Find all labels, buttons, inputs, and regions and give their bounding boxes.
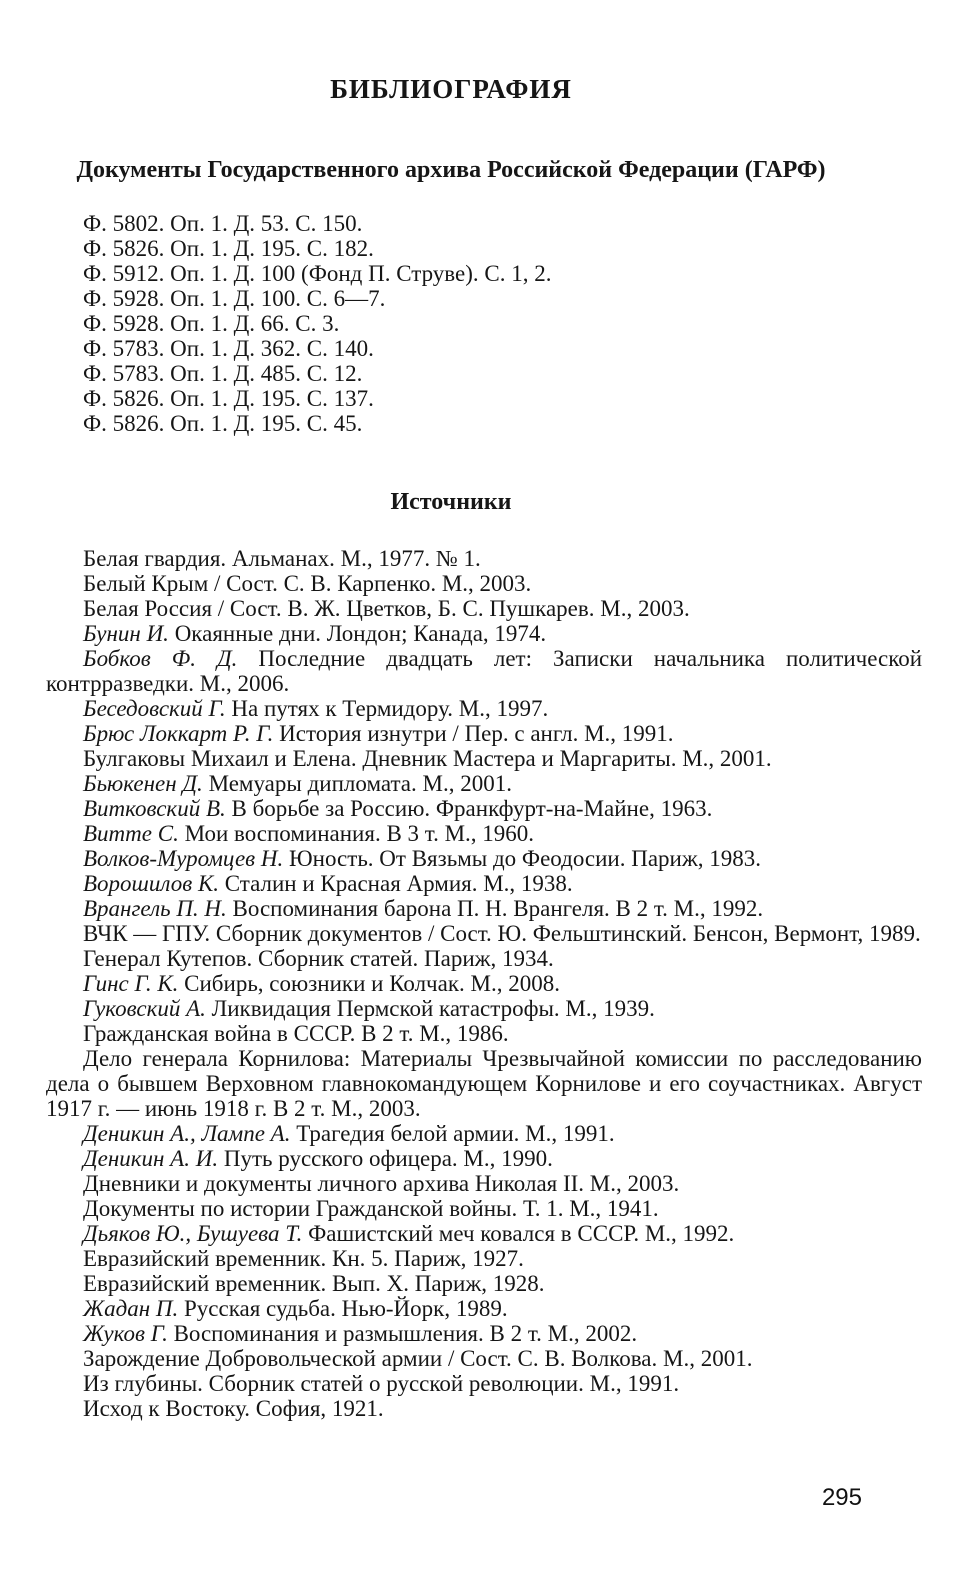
author-name: Жуков Г. — [83, 1321, 168, 1346]
sources-section-heading: Источники — [390, 489, 512, 515]
archive-entry: Ф. 5783. Оп. 1. Д. 485. С. 12. — [83, 361, 363, 386]
author-name: Беседовский Г. — [83, 696, 226, 721]
source-entry: Из глубины. Сборник статей о русской революции. М., 1991. — [83, 1371, 680, 1396]
author-name: Витте С. — [83, 821, 179, 846]
source-entry: Ворошилов К. Сталин и Красная Армия. М., 1938. — [83, 871, 573, 896]
author-name: Деникин А. И. — [83, 1146, 219, 1171]
archive-entry: Ф. 5928. Оп. 1. Д. 66. С. 3. — [83, 311, 340, 336]
source-entry: Исход к Востоку. София, 1921. — [83, 1396, 384, 1421]
source-entry: Жадан П. Русская судьба. Нью-Йорк, 1989. — [83, 1296, 508, 1321]
archive-entry: Ф. 5928. Оп. 1. Д. 100. С. 6—7. — [83, 286, 386, 311]
source-entry: Бунин И. Окаянные дни. Лондон; Канада, 1974. — [83, 621, 547, 646]
source-entry: Булгаковы Михаил и Елена. Дневник Мастера и Маргариты. М., 2001. — [83, 746, 772, 771]
archive-entry: Ф. 5912. Оп. 1. Д. 100 (Фонд П. Струве). С. 1, 2. — [83, 261, 552, 286]
source-entry: Белая гвардия. Альманах. М., 1977. № 1. — [83, 546, 481, 571]
archive-entries-list — [0, 211, 974, 436]
source-entry: Белая Россия / Сост. В. Ж. Цветков, Б. С. Пушкарев. М., 2003. — [83, 596, 690, 621]
author-name: Бобков Ф. Д. — [83, 646, 238, 671]
source-entry: Деникин А., Лампе А. Трагедия белой армии. М., 1991. — [83, 1121, 615, 1146]
page-title: БИБЛИОГРАФИЯ — [330, 74, 572, 104]
source-entry: Деникин А. И. Путь русского офицера. М., 1990. — [83, 1146, 553, 1171]
source-entry: Дьяков Ю., Бушуева Т. Фашистский меч ковался в СССР. М., 1992. — [83, 1221, 735, 1246]
archive-entry: Ф. 5826. Оп. 1. Д. 195. С. 137. — [83, 386, 374, 411]
source-entry: Гинс Г. К. Сибирь, союзники и Колчак. М., 2008. — [83, 971, 560, 996]
source-entry: Беседовский Г. На путях к Термидору. М., 1997. — [83, 696, 549, 721]
source-entry: Бобков Ф. Д. Последние двадцать лет: Записки начальника политической контрразведки. М., 2006. — [46, 646, 923, 696]
author-name: Гинс Г. К. — [83, 971, 179, 996]
author-name: Брюс Локкарт Р. Г. — [83, 721, 274, 746]
source-entry: Зарождение Добровольческой армии / Сост. С. В. Волкова. М., 2001. — [83, 1346, 753, 1371]
author-name: Жадан П. — [83, 1296, 179, 1321]
source-entry: Витковский В. В борьбе за Россию. Франкфурт-на-Майне, 1963. — [83, 796, 713, 821]
source-entry: Брюс Локкарт Р. Г. История изнутри / Пер. с англ. М., 1991. — [83, 721, 674, 746]
source-entry: Дневники и документы личного архива Николая II. М., 2003. — [83, 1171, 680, 1196]
source-entry: Дело генерала Корнилова: Материалы Чрезвычайной комиссии по расследованию дела о бывшем Верховном главнокомандующем Корнилове и его соучастниках. Август 1917 г. — июнь 1918 г. В 2 т. М., 2003. — [46, 1046, 922, 1121]
archive-section-heading: Документы Государственного архива Российской Федерации (ГАРФ) — [76, 157, 826, 183]
archive-entry: Ф. 5826. Оп. 1. Д. 195. С. 45. — [83, 411, 363, 436]
author-name: Деникин А., Лампе А. — [83, 1121, 291, 1146]
author-name: Витковский В. — [83, 796, 226, 821]
source-entry: Белый Крым / Сост. С. В. Карпенко. М., 2003. — [83, 571, 532, 596]
archive-entry: Ф. 5783. Оп. 1. Д. 362. С. 140. — [83, 336, 374, 361]
source-entry: Документы по истории Гражданской войны. Т. 1. М., 1941. — [83, 1196, 659, 1221]
source-entry: Евразийский временник. Вып. X. Париж, 1928. — [83, 1271, 545, 1296]
source-entry: Врангель П. Н. Воспоминания барона П. Н. Врангеля. В 2 т. М., 1992. — [83, 896, 764, 921]
source-entries-list — [0, 546, 974, 1421]
source-entry: Генерал Кутепов. Сборник статей. Париж, 1934. — [83, 946, 554, 971]
source-entry: ВЧК — ГПУ. Сборник документов / Сост. Ю. Фельштинский. Бенсон, Вермонт, 1989. — [83, 921, 921, 946]
source-entry: Гуковский А. Ликвидация Пермской катастрофы. М., 1939. — [83, 996, 655, 1021]
author-name: Бунин И. — [83, 621, 169, 646]
source-entry: Жуков Г. Воспоминания и размышления. В 2 т. М., 2002. — [83, 1321, 638, 1346]
author-name: Дьяков Ю., Бушуева Т. — [83, 1221, 303, 1246]
author-name: Врангель П. Н. — [83, 896, 227, 921]
source-entry: Гражданская война в СССР. В 2 т. М., 1986. — [83, 1021, 509, 1046]
source-entry: Евразийский временник. Кн. 5. Париж, 1927. — [83, 1246, 524, 1271]
source-entry: Бьюкенен Д. Мемуары дипломата. М., 2001. — [83, 771, 512, 796]
page-number: 295 — [821, 1484, 862, 1511]
archive-entry: Ф. 5802. Оп. 1. Д. 53. С. 150. — [83, 211, 363, 236]
source-entry: Волков-Муромцев Н. Юность. От Вязьмы до Феодосии. Париж, 1983. — [83, 846, 762, 871]
source-entry: Витте С. Мои воспоминания. В 3 т. М., 1960. — [83, 821, 535, 846]
author-name: Волков-Муромцев Н. — [83, 846, 284, 871]
author-name: Гуковский А. — [83, 996, 206, 1021]
author-name: Бьюкенен Д. — [83, 771, 203, 796]
archive-entry: Ф. 5826. Оп. 1. Д. 195. С. 182. — [83, 236, 374, 261]
author-name: Ворошилов К. — [83, 871, 219, 896]
